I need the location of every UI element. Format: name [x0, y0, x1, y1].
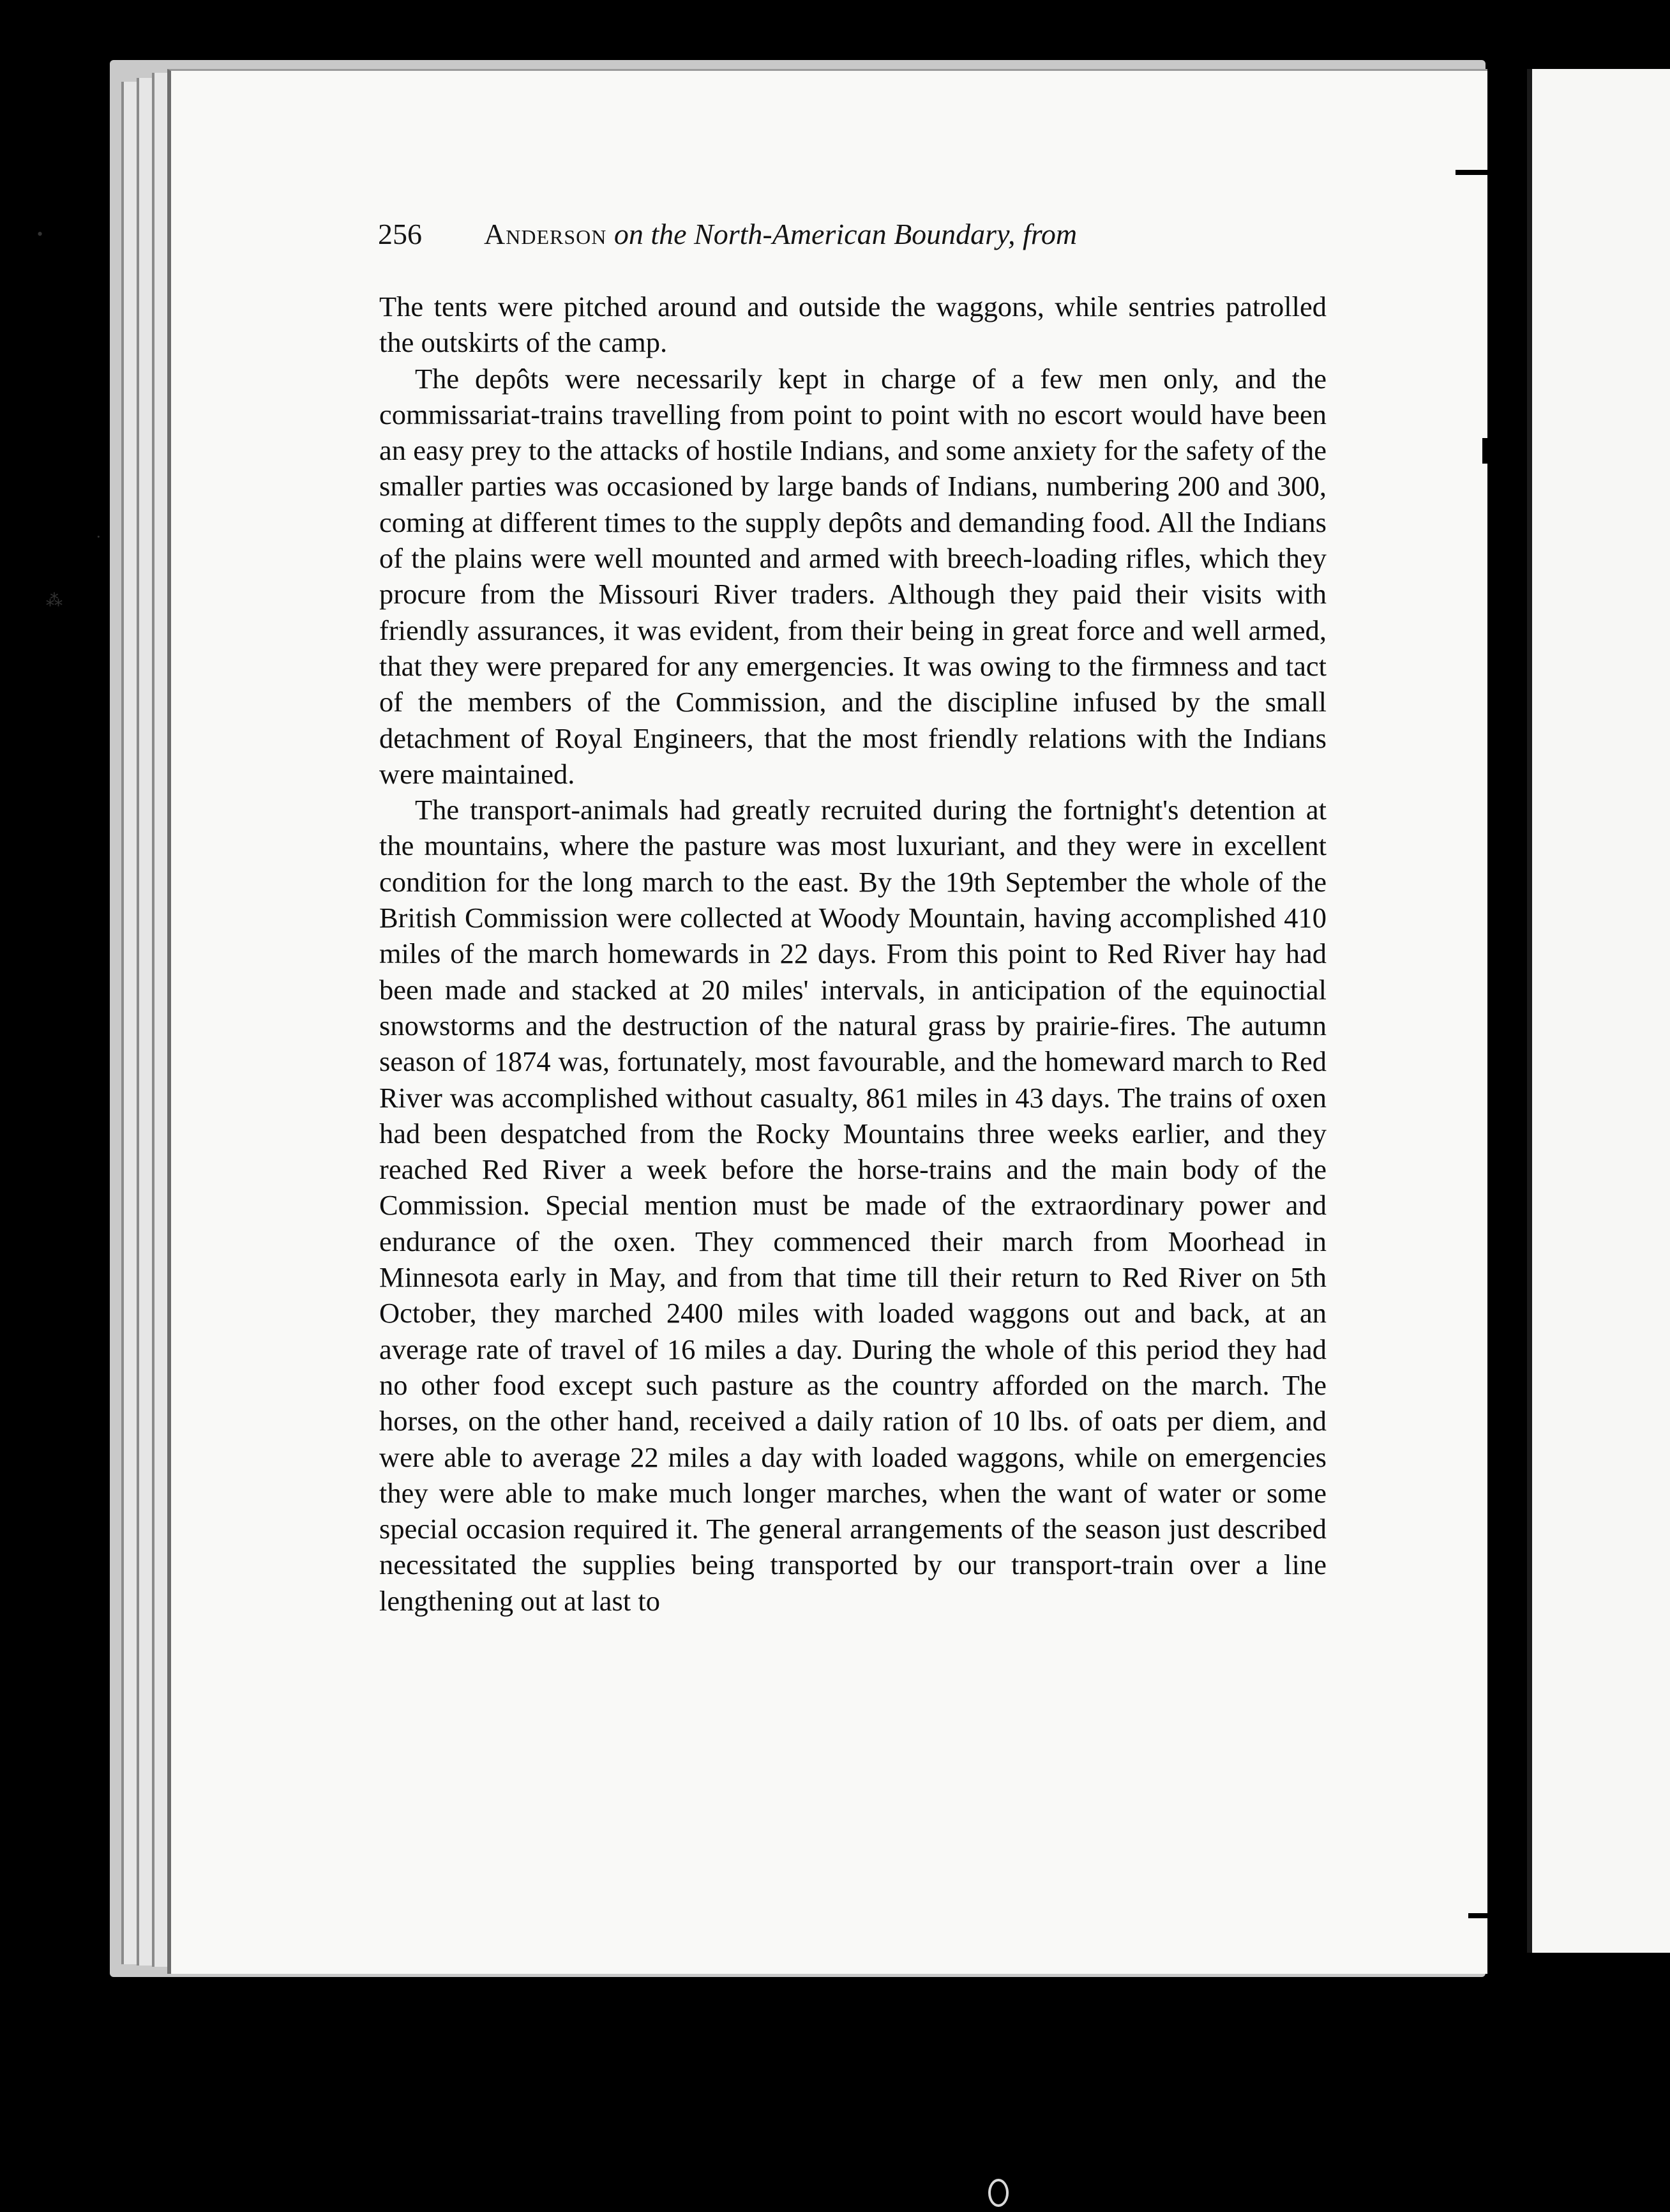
page-header	[378, 217, 1252, 262]
paragraph: The tents were pitched around and outside the waggons, while sentries patrolled the outskirts of the camp.	[379, 291, 1327, 359]
page-number: 256	[378, 218, 422, 250]
facing-page-edge	[1527, 69, 1670, 1953]
margin-speck: ·	[96, 527, 102, 546]
paragraph: The depôts were necessarily kept in charge of a few men only, and the commissariat-trains travelling from point to point with no escort would have been an easy prey to the attacks of hostile Indians, and some anxiety for the safety of the smaller parties was occasioned by large bands of Indians, numbering 200 and 300, coming at different times to the supply depôts and demanding food. All the Indians of the plains were well mounted and armed with breech-loading rifles, which they procure from the Missouri River traders. Although they paid their visits with friendly assurances, it was evident, from their being in great force and well armed, that they were prepared for any emergencies. It was owing to the firmness and tact of the members of the Commission, and the discipline infused by the small detachment of Royal Engineers, that the most friendly relations with the Indians were maintained.	[379, 362, 1327, 790]
scan-artifact	[988, 2179, 1009, 2207]
binding-notch-mid	[1482, 438, 1495, 464]
margin-speck: •	[37, 225, 43, 243]
binding-notch-bottom	[1468, 1913, 1498, 1918]
running-head	[484, 217, 1077, 251]
running-head-title: on the North-American Boundary, from	[613, 218, 1078, 250]
paragraph: The transport-animals had greatly recruited during the fortnight's detention at the mountains, where the pasture was most luxuriant, and they were in excellent condition for the long march to the east. By the 19th September the whole of the British Commission were collected at Woody Mountain, having accomplished 410 miles of the march homewards in 22 days. From this point to Red River hay had been made and stacked at 20 miles' intervals, in anticipation of the equinoctial snowstorms and the destruction of the natural grass by prairie-fires. The autumn season of 1874 was, fortunately, most favourable, and the homeward march to Red River was accomplished without casualty, 861 miles in 43 days. The trains of oxen had been despatched from the Rocky Mountains three weeks earlier, and they reached Red River a week before the horse-trains and the main body of the Commission. Special mention must be made of the extraordinary power and endurance of the oxen. They commenced their march from Moorhead in Minnesota early in May, and from that time till their return to Red River on 5th October, they marched 2400 miles with loaded waggons out and back, at an average rate of travel of 16 miles a day. During the whole of this period they had no other food except such pasture as the country afforded on the march. The horses, on the other hand, received a daily ration of 10 lbs. of oats per diem, and were able to average 22 miles a day with loaded waggons, while on emergencies they were able to make much longer marches, when the want of water or some special occasion required it. The general arrangements of the season just described necessitated the supplies being transported by our transport-train over a line lengthening out at last to	[379, 794, 1327, 1617]
running-head-author: Anderson	[484, 218, 607, 250]
body-text	[379, 289, 1327, 1619]
margin-speck: ⁂	[46, 591, 63, 610]
binding-notch-top	[1456, 170, 1519, 175]
